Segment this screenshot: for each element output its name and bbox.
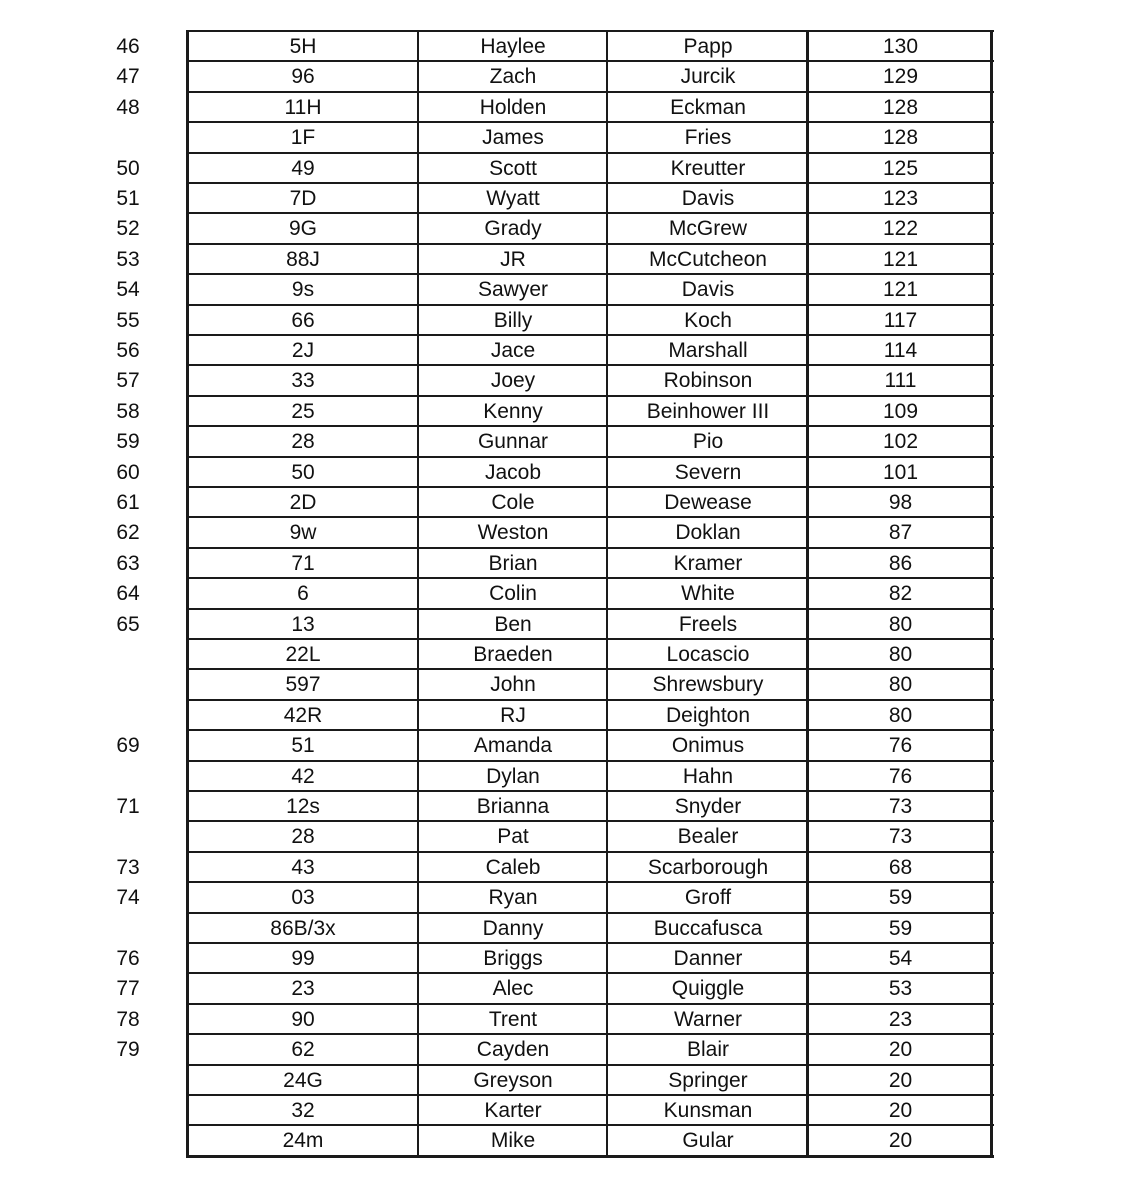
table-row — [0, 609, 1133, 639]
first-name-cell: Karter — [484, 1099, 542, 1122]
points-cell: 128 — [882, 96, 919, 119]
table-row — [0, 457, 1133, 487]
table-row — [0, 548, 1133, 578]
table-row-divider — [186, 912, 994, 914]
car-number-cell: 24m — [282, 1129, 324, 1152]
points-cell: 102 — [882, 430, 919, 453]
points-cell: 76 — [888, 734, 913, 757]
rank-cell — [88, 821, 168, 851]
table-row-divider — [186, 486, 994, 488]
table-row-divider — [186, 273, 994, 275]
table-row-divider — [186, 1064, 994, 1066]
first-name-cell: Cayden — [476, 1038, 550, 1061]
rank-cell — [88, 913, 168, 943]
points-cell: 82 — [888, 582, 913, 605]
first-name-cell: Pat — [497, 825, 529, 848]
last-name-cell: Bealer — [677, 825, 739, 848]
last-name-cell: McCutcheon — [649, 248, 767, 271]
table-row — [0, 61, 1133, 91]
points-cell: 20 — [888, 1129, 913, 1152]
last-name-cell: Onimus — [671, 734, 745, 757]
last-name-cell: Robinson — [663, 369, 753, 392]
table-row-divider — [186, 1003, 994, 1005]
table-row — [0, 700, 1133, 730]
last-name-cell: Fries — [684, 126, 732, 149]
table-column-divider — [186, 30, 189, 1157]
car-number-cell: 86B/3x — [270, 917, 336, 940]
car-number-cell: 1F — [290, 126, 316, 149]
car-number-cell: 62 — [291, 1038, 315, 1061]
rank-cell — [88, 1125, 168, 1155]
first-name-cell: Gunnar — [477, 430, 549, 453]
first-name-cell: Ryan — [488, 886, 538, 909]
points-cell: 128 — [882, 126, 919, 149]
first-name-cell: RJ — [500, 704, 526, 727]
last-name-cell: Shrewsbury — [652, 673, 764, 696]
rank-cell — [88, 639, 168, 669]
first-name-cell: Alec — [492, 977, 534, 1000]
rank-cell: 50 — [116, 157, 140, 180]
last-name-cell: Blair — [686, 1038, 729, 1061]
first-name-cell: Caleb — [485, 856, 541, 879]
first-name-cell: Jace — [490, 339, 536, 362]
table-row — [0, 122, 1133, 152]
last-name-cell: Deighton — [665, 704, 751, 727]
points-cell: 53 — [888, 977, 913, 1000]
car-number-cell: 9G — [288, 217, 317, 240]
table-row-divider — [186, 516, 994, 518]
rank-cell: 53 — [116, 248, 140, 271]
table-row-divider — [186, 30, 994, 32]
table-row — [0, 882, 1133, 912]
last-name-cell: Severn — [674, 461, 742, 484]
table-row-divider — [186, 729, 994, 731]
table-row — [0, 943, 1133, 973]
table-row — [0, 487, 1133, 517]
points-cell: 117 — [883, 309, 918, 332]
table-row-divider — [186, 425, 994, 427]
first-name-cell: Colin — [489, 582, 537, 605]
points-cell: 73 — [888, 795, 913, 818]
table-row — [0, 913, 1133, 943]
table-row-divider — [186, 668, 994, 670]
first-name-cell: Braeden — [473, 643, 553, 666]
table-row — [0, 852, 1133, 882]
rank-cell: 54 — [116, 278, 140, 301]
first-name-cell: Trent — [488, 1008, 538, 1031]
table-row-divider — [186, 121, 994, 123]
first-name-cell: John — [490, 673, 536, 696]
rank-cell: 63 — [116, 552, 140, 575]
table-row-divider — [186, 547, 994, 549]
rank-cell: 51 — [116, 187, 140, 210]
rank-cell — [88, 1095, 168, 1125]
table-row-divider — [186, 608, 994, 610]
table-row-divider — [186, 820, 994, 822]
last-name-cell: Freels — [678, 613, 738, 636]
table-row-divider — [186, 1094, 994, 1096]
car-number-cell: 99 — [291, 947, 315, 970]
table-row-divider — [186, 638, 994, 640]
last-name-cell: White — [681, 582, 735, 605]
table-row — [0, 1065, 1133, 1095]
first-name-cell: Joey — [490, 369, 536, 392]
car-number-cell: 66 — [291, 309, 315, 332]
table-row-divider — [186, 699, 994, 701]
rank-cell — [88, 1065, 168, 1095]
table-row-divider — [186, 851, 994, 853]
table-row — [0, 1095, 1133, 1125]
table-row — [0, 821, 1133, 851]
car-number-cell: 2D — [289, 491, 317, 514]
table-row-divider — [186, 1124, 994, 1126]
table-row-divider — [186, 395, 994, 397]
rank-cell: 47 — [116, 65, 140, 88]
points-cell: 111 — [884, 369, 917, 392]
points-cell: 125 — [882, 157, 919, 180]
points-cell: 130 — [882, 35, 919, 58]
table-row — [0, 31, 1133, 61]
last-name-cell: Marshall — [668, 339, 748, 362]
points-cell: 20 — [888, 1069, 913, 1092]
first-name-cell: JR — [500, 248, 526, 271]
rank-cell: 52 — [116, 217, 140, 240]
last-name-cell: Kramer — [673, 552, 743, 575]
points-cell: 98 — [888, 491, 913, 514]
table-row-divider — [186, 456, 994, 458]
car-number-cell: 5H — [289, 35, 317, 58]
car-number-cell: 42R — [283, 704, 323, 727]
points-cell: 86 — [888, 552, 913, 575]
first-name-cell: Zach — [489, 65, 537, 88]
car-number-cell: 03 — [291, 886, 315, 909]
points-cell: 101 — [882, 461, 919, 484]
car-number-cell: 42 — [291, 765, 315, 788]
rank-cell: 78 — [116, 1008, 140, 1031]
last-name-cell: Scarborough — [647, 856, 769, 879]
table-row — [0, 274, 1133, 304]
rank-cell: 71 — [116, 795, 140, 818]
points-cell: 59 — [888, 917, 913, 940]
table-row-divider — [186, 182, 994, 184]
table-row — [0, 92, 1133, 122]
first-name-cell: Sawyer — [477, 278, 549, 301]
points-cell: 123 — [882, 187, 919, 210]
table-row — [0, 1004, 1133, 1034]
car-number-cell: 28 — [291, 430, 315, 453]
rank-cell: 73 — [116, 856, 140, 879]
table-row — [0, 791, 1133, 821]
last-name-cell: Buccafusca — [653, 917, 763, 940]
table-row-divider — [186, 790, 994, 792]
table-row — [0, 669, 1133, 699]
table-row — [0, 426, 1133, 456]
first-name-cell: Briggs — [483, 947, 543, 970]
table-row-divider — [186, 304, 994, 306]
table-row-divider — [186, 1155, 994, 1158]
rank-cell — [88, 122, 168, 152]
table-row — [0, 335, 1133, 365]
table-row-divider — [186, 364, 994, 366]
last-name-cell: Gular — [682, 1129, 734, 1152]
points-cell: 59 — [888, 886, 913, 909]
car-number-cell: 11H — [284, 96, 322, 119]
table-row-divider — [186, 60, 994, 62]
car-number-cell: 43 — [291, 856, 315, 879]
points-cell: 54 — [888, 947, 913, 970]
rank-cell: 56 — [116, 339, 140, 362]
car-number-cell: 2J — [291, 339, 315, 362]
first-name-cell: Cole — [491, 491, 535, 514]
first-name-cell: Greyson — [473, 1069, 553, 1092]
last-name-cell: Warner — [673, 1008, 743, 1031]
car-number-cell: 32 — [291, 1099, 315, 1122]
table-row-divider — [186, 152, 994, 154]
last-name-cell: McGrew — [668, 217, 748, 240]
table-row — [0, 183, 1133, 213]
car-number-cell: 7D — [289, 187, 317, 210]
table-column-divider — [806, 30, 809, 1157]
rank-cell: 48 — [116, 96, 140, 119]
points-cell: 76 — [888, 765, 913, 788]
table-row-divider — [186, 334, 994, 336]
rank-cell: 69 — [116, 734, 140, 757]
rank-cell — [88, 669, 168, 699]
table-row — [0, 153, 1133, 183]
first-name-cell: Scott — [489, 157, 537, 180]
first-name-cell: Amanda — [473, 734, 553, 757]
car-number-cell: 71 — [291, 552, 315, 575]
last-name-cell: Eckman — [670, 96, 746, 119]
last-name-cell: Davis — [681, 278, 735, 301]
table-row — [0, 305, 1133, 335]
first-name-cell: Danny — [482, 917, 544, 940]
rank-cell: 76 — [116, 947, 140, 970]
car-number-cell: 6 — [297, 582, 309, 605]
first-name-cell: Brianna — [476, 795, 550, 818]
points-cell: 20 — [888, 1099, 913, 1122]
table-row-divider — [186, 942, 994, 944]
last-name-cell: Kunsman — [663, 1099, 753, 1122]
car-number-cell: 25 — [291, 400, 315, 423]
points-cell: 68 — [888, 856, 913, 879]
car-number-cell: 9w — [289, 521, 317, 544]
car-number-cell: 12s — [286, 795, 320, 818]
table-row — [0, 517, 1133, 547]
rank-cell — [88, 761, 168, 791]
last-name-cell: Danner — [673, 947, 743, 970]
last-name-cell: Doklan — [675, 521, 741, 544]
rank-cell: 77 — [116, 977, 140, 1000]
points-cell: 121 — [882, 248, 919, 271]
first-name-cell: Holden — [479, 96, 547, 119]
points-cell: 73 — [888, 825, 913, 848]
car-number-cell: 33 — [291, 369, 315, 392]
table-row — [0, 730, 1133, 760]
last-name-cell: Groff — [684, 886, 732, 909]
rank-cell: 57 — [116, 369, 140, 392]
last-name-cell: Jurcik — [680, 65, 736, 88]
table-row — [0, 213, 1133, 243]
car-number-cell: 49 — [291, 157, 315, 180]
car-number-cell: 24G — [283, 1069, 323, 1092]
points-cell: 80 — [888, 613, 913, 636]
car-number-cell: 597 — [285, 673, 321, 696]
rank-cell — [88, 700, 168, 730]
last-name-cell: Hahn — [682, 765, 734, 788]
rank-cell: 62 — [116, 521, 140, 544]
last-name-cell: Kreutter — [670, 157, 746, 180]
car-number-cell: 88J — [286, 248, 320, 271]
table-row-divider — [186, 881, 994, 883]
first-name-cell: Brian — [488, 552, 538, 575]
last-name-cell: Snyder — [674, 795, 742, 818]
car-number-cell: 28 — [291, 825, 315, 848]
first-name-cell: Jacob — [484, 461, 542, 484]
table-row-divider — [186, 972, 994, 974]
table-row — [0, 1034, 1133, 1064]
rank-cell: 59 — [116, 430, 140, 453]
first-name-cell: James — [482, 126, 544, 149]
table-row — [0, 639, 1133, 669]
table-row-divider — [186, 212, 994, 214]
rank-cell: 58 — [116, 400, 140, 423]
rank-cell: 79 — [116, 1038, 140, 1061]
table-row — [0, 244, 1133, 274]
last-name-cell: Springer — [668, 1069, 748, 1092]
table-row — [0, 1125, 1133, 1155]
first-name-cell: Wyatt — [486, 187, 540, 210]
car-number-cell: 23 — [291, 977, 315, 1000]
table-row-divider — [186, 1033, 994, 1035]
first-name-cell: Weston — [477, 521, 549, 544]
car-number-cell: 22L — [285, 643, 321, 666]
table-row — [0, 365, 1133, 395]
table-row-divider — [186, 577, 994, 579]
table-column-divider — [417, 30, 419, 1157]
rank-cell: 60 — [116, 461, 140, 484]
points-cell: 122 — [882, 217, 919, 240]
points-cell: 121 — [882, 278, 919, 301]
rank-cell: 55 — [116, 309, 140, 332]
rank-cell: 46 — [116, 35, 140, 58]
first-name-cell: Haylee — [480, 35, 546, 58]
car-number-cell: 90 — [291, 1008, 315, 1031]
first-name-cell: Billy — [493, 309, 533, 332]
car-number-cell: 9s — [291, 278, 315, 301]
table-column-divider — [990, 30, 993, 1157]
rank-cell: 65 — [116, 613, 140, 636]
table-row-divider — [186, 243, 994, 245]
table-row — [0, 973, 1133, 1003]
last-name-cell: Koch — [684, 309, 732, 332]
last-name-cell: Papp — [683, 35, 733, 58]
last-name-cell: Dewease — [664, 491, 752, 514]
points-cell: 80 — [888, 673, 913, 696]
last-name-cell: Beinhower III — [646, 400, 770, 423]
first-name-cell: Grady — [484, 217, 542, 240]
car-number-cell: 51 — [291, 734, 315, 757]
points-cell: 20 — [888, 1038, 913, 1061]
first-name-cell: Kenny — [483, 400, 543, 423]
car-number-cell: 13 — [291, 613, 315, 636]
last-name-cell: Pio — [692, 430, 724, 453]
first-name-cell: Mike — [490, 1129, 536, 1152]
table-row — [0, 396, 1133, 426]
table-row-divider — [186, 760, 994, 762]
rank-cell: 74 — [116, 886, 140, 909]
points-cell: 23 — [888, 1008, 913, 1031]
points-cell: 80 — [888, 704, 913, 727]
last-name-cell: Locascio — [666, 643, 750, 666]
car-number-cell: 50 — [291, 461, 315, 484]
table-row — [0, 578, 1133, 608]
points-cell: 87 — [888, 521, 913, 544]
last-name-cell: Davis — [681, 187, 735, 210]
table-row — [0, 761, 1133, 791]
first-name-cell: Ben — [494, 613, 532, 636]
table-column-divider — [606, 30, 608, 1157]
points-cell: 129 — [882, 65, 919, 88]
last-name-cell: Quiggle — [671, 977, 745, 1000]
points-cell: 80 — [888, 643, 913, 666]
car-number-cell: 96 — [291, 65, 315, 88]
points-cell: 109 — [882, 400, 919, 423]
rank-cell: 61 — [116, 491, 140, 514]
points-cell: 114 — [883, 339, 918, 362]
first-name-cell: Dylan — [486, 765, 540, 788]
table-row-divider — [186, 91, 994, 93]
rank-cell: 64 — [116, 582, 140, 605]
